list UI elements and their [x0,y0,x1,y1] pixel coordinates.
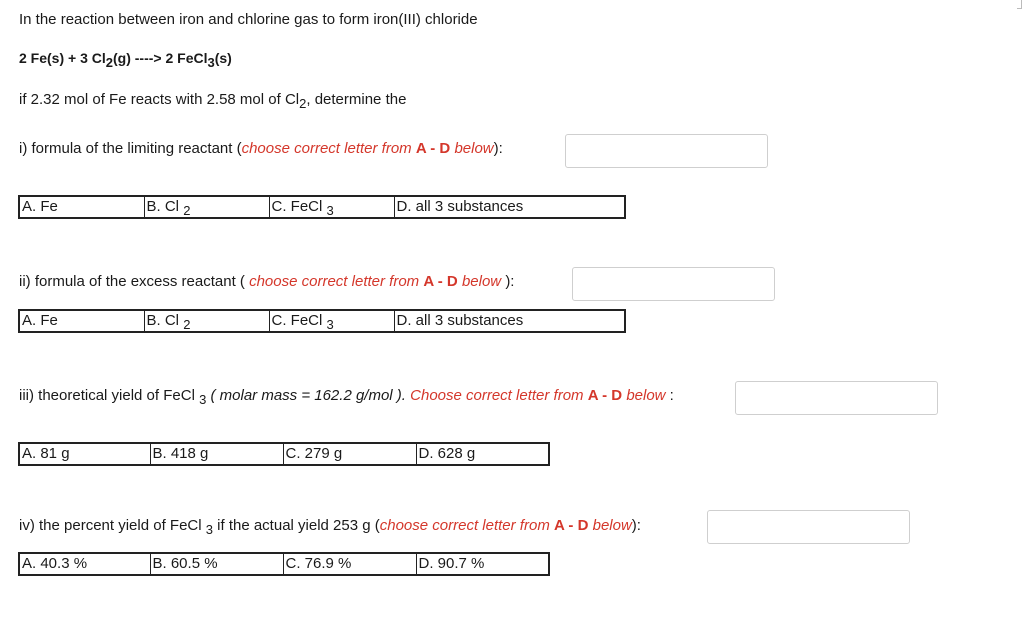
q3-prefix: iii) theoretical yield of FeCl [19,387,200,404]
q1-option-a: A. Fe [22,198,58,215]
q2-prefix: ii) formula of the excess reactant ( [19,273,250,290]
scroll-corner-mark [1017,0,1022,9]
q4-sub: 3 [205,522,213,537]
given-text [19,91,407,111]
equation-sub2: 3 [207,55,215,70]
q2-option-d: D. all 3 substances [394,310,625,332]
q2-hint: choose correct letter from [249,273,424,290]
equation-lhs1: 2 Fe(s) + 3 Cl [19,50,106,66]
q4-option-c: C. 76.9 % [283,553,416,575]
q4-hint-end: below [588,517,632,534]
q3-option-b: B. 418 g [150,443,283,465]
q2-range: A - D [423,273,458,290]
q1-suffix: ): [493,140,503,157]
question-2 [19,273,514,290]
q3-option-a: A. 81 g [22,445,70,462]
q4-option-d: D. 90.7 % [416,553,549,575]
q2-answer-input[interactable] [572,267,775,301]
q1-prefix: i) formula of the limiting reactant ( [19,140,242,157]
intro-text: In the reaction between iron and chlorine gas to form iron(III) chloride [19,11,478,28]
q1-range: A - D [415,140,451,157]
q3-molar-mass: ( molar mass = 162.2 g/mol ). [206,387,411,404]
q1-hint: choose correct letter from [241,140,416,157]
q4-option-a: A. 40.3 % [22,555,88,572]
q1-option-c: C. FeCl $_3$ [269,196,394,218]
equation-lhs2: (g) ----> 2 FeCl [113,50,208,66]
equation-sub1: 2 [105,55,113,70]
q2-option-a: A. Fe [22,312,58,329]
q3-option-d: D. 628 g [416,443,549,465]
q4-hint: choose correct letter from [379,517,554,534]
q3-options-table [18,442,550,466]
given-sub: 2 [299,96,307,111]
q3-hint-end: below [622,387,666,404]
q1-option-b: B. Cl $_2$ [144,196,269,218]
given-main: if 2.32 mol of Fe reacts with 2.58 mol of Cl [19,91,300,108]
q4-answer-input[interactable] [707,510,910,544]
q4-mid: if the actual yield 253 g ( [212,517,380,534]
q2-option-c: C. FeCl $_3$ [269,310,394,332]
q3-sub: 3 [199,392,207,407]
q1-hint-end: below [450,140,494,157]
q4-prefix: iv) the percent yield of FeCl [19,517,206,534]
question-4 [19,517,641,537]
reaction-equation [19,50,232,70]
q3-suffix: : [665,387,674,404]
q4-suffix: ): [631,517,641,534]
q4-range: A - D [553,517,589,534]
q2-hint-end: below [457,273,506,290]
q3-answer-input[interactable] [735,381,938,415]
q2-option-b: B. Cl $_2$ [144,310,269,332]
q3-hint: Choose correct letter from [410,387,588,404]
q1-option-d: D. all 3 substances [394,196,625,218]
q4-option-b: B. 60.5 % [150,553,283,575]
q4-options-table [18,552,550,576]
q1-options-table [18,195,626,219]
given-tail: , determine the [306,91,407,108]
question-1 [19,140,503,157]
equation-rhs: (s) [214,50,232,66]
q3-range: A - D [587,387,623,404]
q2-options-table [18,309,626,333]
question-3 [19,387,674,407]
q3-option-c: C. 279 g [283,443,416,465]
q2-suffix: ): [505,273,515,290]
q1-answer-input[interactable] [565,134,768,168]
